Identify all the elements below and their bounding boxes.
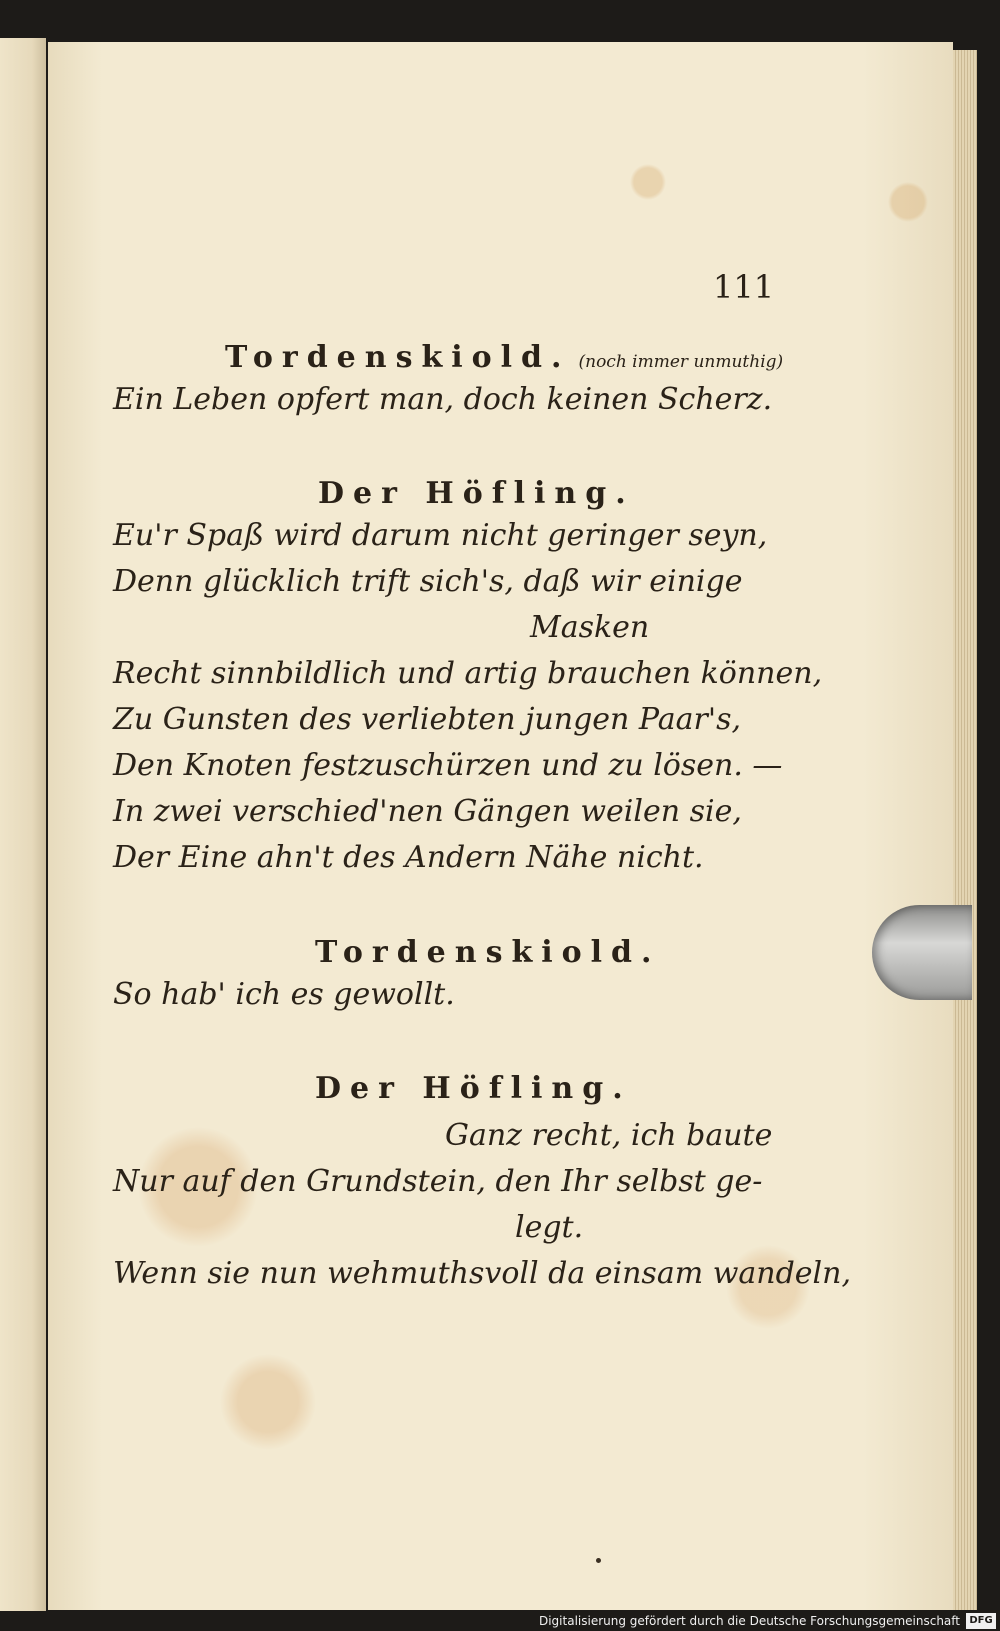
speaker-hoefling-2: Der Höfling. [315,1071,632,1106]
verse-line: Ganz recht, ich baute [445,1118,773,1153]
ink-mark [596,1558,601,1563]
page-number: 111 [713,268,775,306]
verse-line: legt. [515,1210,584,1245]
verse-line: So hab' ich es gewollt. [113,977,455,1012]
verse-line: In zwei verschied'nen Gängen weilen sie, [113,794,742,829]
verse-line: Ein Leben opfert man, doch keinen Scherz. [113,382,773,417]
page-stack-edge [953,50,977,1610]
speaker-name: Tordenskiold. [225,340,571,375]
verse-line: Nur auf den Grundstein, den Ihr selbst ge- [113,1164,763,1199]
verse-line: Recht sinnbildlich und artig brauchen können, [113,656,823,691]
previous-page-edge [0,38,46,1613]
verse-line: Zu Gunsten des verliebten jungen Paar's, [113,702,742,737]
page-clip [872,905,972,1000]
verse-line: Masken [530,610,650,645]
speaker-tordenskiold-2: Tordenskiold. [315,935,661,970]
verse-line: Der Eine ahn't des Andern Nähe nicht. [113,840,704,875]
speaker-tordenskiold-1 [225,340,783,375]
stage-direction: (noch immer unmuthig) [578,352,784,372]
verse-line: Wenn sie nun wehmuthsvoll da einsam wandeln, [113,1256,851,1291]
dfg-logo: DFG [966,1613,996,1629]
verse-line: Denn glücklich trift sich's, daß wir einige [113,564,743,599]
verse-line: Eu'r Spaß wird darum nicht geringer seyn, [113,518,768,553]
verse-line: Den Knoten festzuschürzen und zu lösen. — [113,748,783,783]
speaker-hoefling-1: Der Höfling. [318,476,635,511]
digitization-credit: Digitalisierung gefördert durch die Deutsche Forschungsgemeinschaft [0,1611,1000,1631]
